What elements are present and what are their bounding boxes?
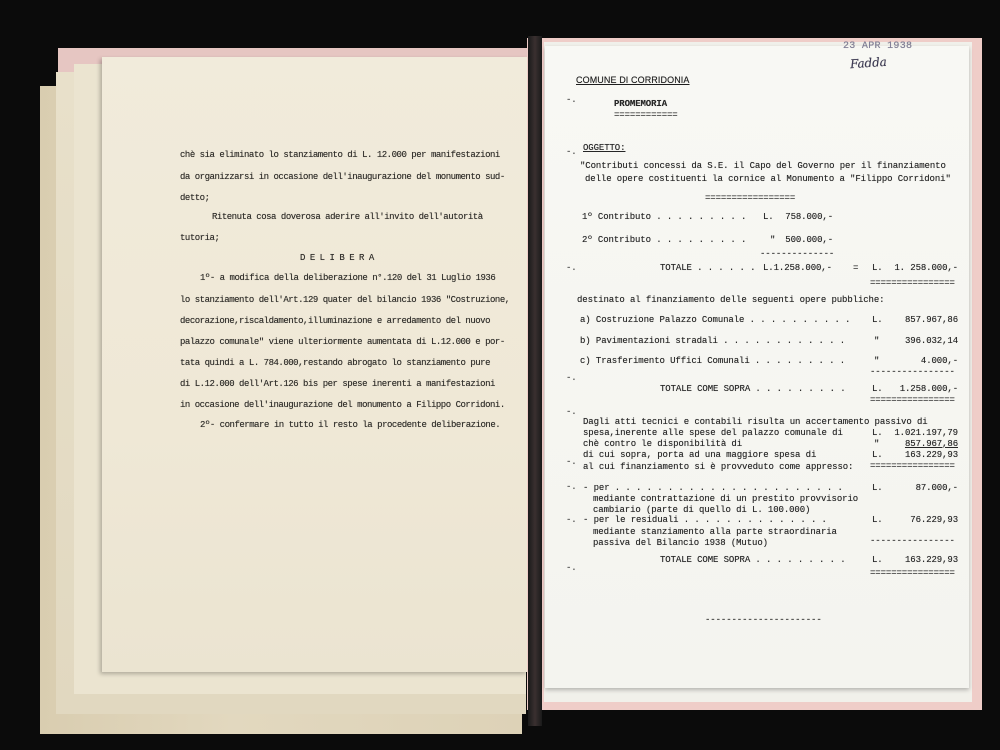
left-line: Ritenuta cosa doverosa aderire all'invito dell'autorità [212,212,483,222]
left-line: tutoria; [180,233,220,243]
contribution-label: 1º Contributo . . . . . . . . . [582,212,747,222]
resolution-line: decorazione,riscaldamento,illuminazione e arredamento del nuovo [180,316,491,326]
funding-total-currency: L. [872,555,883,565]
work-item-label: a) Costruzione Palazzo Comunale . . . . . . . . . . [580,315,851,325]
left-line: da organizzarsi in occasione dell'inaugurazione del monumento sud- [180,172,505,182]
total-rule: ================ [870,278,955,288]
funding-item-currency: L. [872,515,883,525]
expense-line: Dagli atti tecnici e contabili risulta un accertamento passivo di [583,417,928,427]
work-item-amount: 396.032,14 [904,336,958,346]
funding-item-note: mediante contrattazione di un prestito provvisorio [593,494,859,504]
handwritten-signature: Fadda [849,54,888,72]
work-item-label: b) Pavimentazioni stradali . . . . . . . . . . . . [580,336,846,346]
resolution-line: lo stanziamento dell'Art.129 quater del bilancio 1936 "Costruzione, [180,295,510,305]
funding-intro: al cui finanziamento si è provveduto come appresso: [583,462,854,472]
received-date-stamp: 23 APR 1938 [843,41,913,52]
funding-total-label: TOTALE COME SOPRA . . . . . . . . . [660,555,846,565]
work-item-currency: " [874,356,880,366]
margin-mark: -. [566,95,577,105]
work-item-currency: " [874,336,880,346]
subject-line: delle opere costituenti la cornice al Monumento a "Filippo Corridoni" [585,174,951,184]
total-equals: = [853,263,859,273]
expense-amount: 1.021.197,79 [894,428,958,438]
resolution-line: 2º- confermare in tutto il resto la procedente deliberazione. [200,420,501,430]
funding-item-amount: 76.229,93 [910,515,958,525]
resolution-line: 1º- a modifica della deliberazione n°.120 del 31 Luglio 1936 [200,273,496,283]
closing-rule: ---------------------- [705,615,822,625]
expense-currency: L. [872,450,883,460]
total-amount: 1. 258.000,- [894,263,958,273]
resolution-line: in occasione dell'inaugurazione del monumento a Filippo Corridoni. [180,400,505,410]
funding-rule: ---------------- [870,536,955,546]
resolution-line: di L.12.000 dell'Art.126 bis per spese inerenti a manifestazioni [180,379,495,389]
total-label: TOTALE . . . . . . [660,263,756,273]
expense-amount: 857.967,86 [904,439,958,449]
subject-line: "Contributi concessi da S.E. il Capo del Governo per il finanziamento [580,161,946,171]
margin-mark: -. [566,457,577,467]
funding-item-note: passiva del Bilancio 1938 (Mutuo) [593,538,768,548]
left-line: chè sia eliminato lo stanziamento di L. 12.000 per manifestazioni [180,150,500,160]
expense-line: di cui sopra, porta ad una maggiore spesa di [583,450,817,460]
destination-intro: destinato al finanziamento delle seguenti opere pubbliche: [577,295,885,305]
margin-mark: -. [566,482,577,492]
contribution-currency: L. [763,212,774,222]
works-total-label: TOTALE COME SOPRA . . . . . . . . . [660,384,846,394]
expense-currency: L. [872,428,883,438]
resolution-line: palazzo comunale" viene ulteriormente aumentata di L.12.000 e por- [180,337,505,347]
works-total-amount: 1.258.000,- [899,384,958,394]
memo-title: PROMEMORIA [614,99,668,109]
margin-mark: -. [566,373,577,383]
work-item-label: c) Trasferimento Uffici Comunali . . . . . . . . . [580,356,846,366]
funding-item-note: cambiario (parte di quello di L. 100.000) [593,505,811,515]
works-total-currency: L. [872,384,883,394]
funding-item-label: - per . . . . . . . . . . . . . . . . . . . . . . [583,483,843,493]
contribution-label: 2º Contributo . . . . . . . . . [582,235,747,245]
margin-mark: -. [566,563,577,573]
left-line: detto; [180,193,210,203]
contribution-currency: " [770,235,776,245]
expense-line: chè contro le disponibilità di [583,439,743,449]
resolution-line: tata quindi a L. 784.000,restando abrogato lo stanziamento pure [180,358,491,368]
margin-mark: -. [566,263,577,273]
municipality-header: COMUNE DI CORRIDONIA [576,75,690,85]
delibera-heading: D E L I B E R A [300,253,374,263]
funding-total-amount: 163.229,93 [904,555,958,565]
work-item-currency: L. [872,315,883,325]
works-rule: ---------------- [870,367,955,377]
margin-mark: -. [566,407,577,417]
total-subtotal: L.1.258.000,- [763,263,832,273]
contributions-rule: -------------- [760,249,835,259]
subject-label: OGGETTO: [583,143,626,153]
funding-item-amount: 87.000,- [915,483,958,493]
funding-total-rule: ================ [870,568,955,578]
works-total-rule: ================ [870,395,955,405]
expense-currency: " [874,439,880,449]
subject-rule: ================= [705,193,796,203]
margin-mark: -. [566,515,577,525]
funding-item-currency: L. [872,483,883,493]
contribution-amount: 758.000,- [785,212,833,222]
expense-amount: 163.229,93 [904,450,958,460]
memo-title-rule: ============ [614,110,678,120]
funding-item-label: - per le residuali . . . . . . . . . . . . . . [583,515,827,525]
expense-rule: ================ [870,461,955,471]
work-item-amount: 857.967,86 [904,315,958,325]
expense-line: spesa,inerente alle spese del palazzo comunale di [583,428,843,438]
total-currency: L. [872,263,883,273]
funding-item-note: mediante stanziamento alla parte straordinaria [593,527,837,537]
contribution-amount: 500.000,- [785,235,833,245]
margin-mark: -. [566,147,577,157]
work-item-amount: 4.000,- [920,356,958,366]
